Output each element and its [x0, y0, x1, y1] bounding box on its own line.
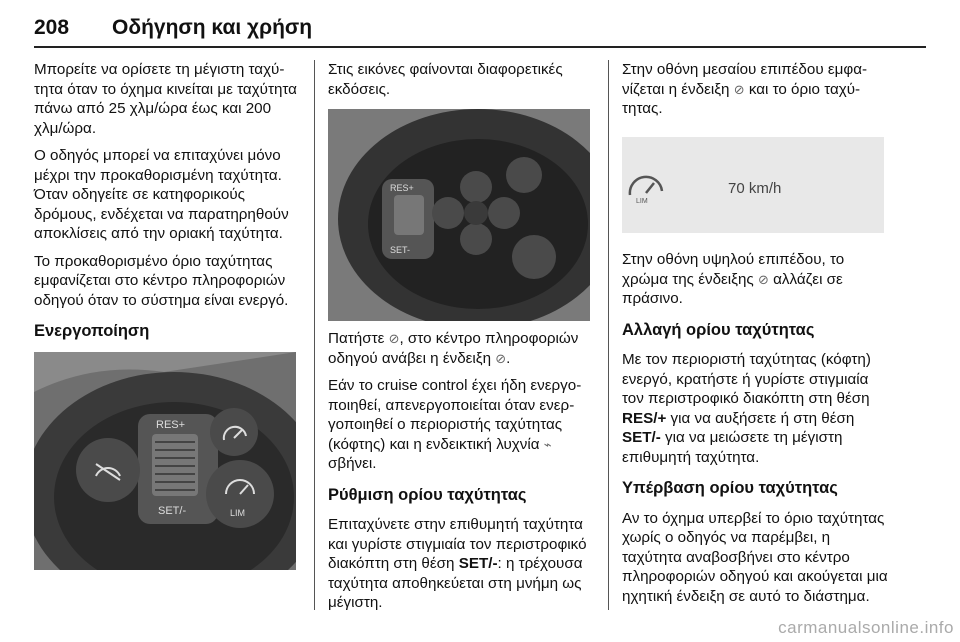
- paragraph: Αν το όχημα υπερβεί το όριο ταχύτητας χωρίς ο οδηγός να παρέμβει, η ταχύτητα αναβοσβήνει στο κέντρο πληροφοριών οδηγού και ακούγεται μια ηχητική ένδειξη σε αυτό το διάστημα.: [622, 509, 888, 605]
- speed-limiter-icon: ⊘: [733, 81, 745, 97]
- column-divider: [314, 60, 315, 610]
- set-label: SET-: [390, 245, 411, 255]
- section-heading: Ρύθμιση ορίου ταχύτητας: [328, 485, 527, 504]
- res-label: RES+: [390, 183, 414, 193]
- paragraph: Στις εικόνες φαίνονται διαφορετικές εκδόσεις.: [328, 61, 563, 98]
- paragraph: Ο οδηγός μπορεί να επιταχύνει μόνο μέχρι την προκαθορισμένη ταχύτητα. Όταν οδηγείτε σε κατηφορικούς δρόμους, ενδέχεται να παρατηρηθούν αποκλίσεις από την οριακή ταχύτητα.: [34, 147, 289, 242]
- lim-label: LIM: [636, 197, 648, 205]
- steering-wheel-controls-illustration: [34, 352, 296, 570]
- speed-value: 70 km/h: [728, 179, 782, 197]
- watermark: carmanualsonline.info: [778, 618, 954, 637]
- paragraph: Επιταχύνετε στην επιθυμητή ταχύτητα και γυρίστε στιγμιαία τον περιστροφικό διακόπτη στη θέση SET/-: η τρέχουσα ταχύτητα αποθηκεύεται στη μνήμη ως μέγιστη.: [328, 516, 587, 611]
- section-heading: Ενεργοποίηση: [34, 322, 150, 340]
- paragraph: Στην οθόνη υψηλού επιπέδου, το χρώμα της ένδειξης ⊘ αλλάζει σε πράσινο.: [622, 251, 845, 307]
- column-divider: [608, 60, 609, 610]
- paragraph: Στην οθόνη μεσαίου επιπέδου εμφανίζεται η ένδειξη ⊘ και το όριο ταχύτητας.: [622, 61, 868, 117]
- lim-label: LIM: [230, 507, 246, 518]
- paragraph: Με τον περιοριστή ταχύτητας (κόφτη) ενεργό, κρατήστε ή γυρίστε στιγμιαία τον περιστροφικό διακόπτη στη θέση RES/+ για να αυξήσετε ή στη θέση SET/- για να μειώσετε τη μέγιστη επιθυμητή ταχύτητα.: [622, 351, 871, 466]
- page-number: 208: [34, 16, 70, 39]
- section-heading: Αλλαγή ορίου ταχύτητας: [622, 320, 815, 339]
- page-title: Οδήγηση και χρήση: [112, 16, 313, 39]
- paragraph: Το προκαθορισμένο όριο ταχύτητας εμφανίζεται στο κέντρο πληροφοριών οδηγού όταν το σύστημα είναι ενεργό.: [34, 252, 289, 309]
- speed-limiter-icon: ⊘: [757, 271, 769, 287]
- column-2: [328, 60, 596, 621]
- paragraph: Μπορείτε να ορίσετε τη μέγιστη ταχύτητα όταν το όχημα κινείται με ταχύτητα πάνω από 25 χλμ/ώρα έως και 200 χλμ/ώρα.: [34, 61, 297, 137]
- column-1: [34, 60, 302, 578]
- speed-limiter-icon: ⊘: [388, 331, 400, 346]
- paragraph: Πατήστε ⊘, στο κέντρο πληροφοριών οδηγού ανάβει η ένδειξη ⊘.: [328, 330, 579, 367]
- set-label: SET/-: [158, 504, 187, 517]
- res-label: RES+: [156, 418, 186, 431]
- column-3: [622, 60, 892, 614]
- speed-limiter-icon: ⊘: [495, 350, 507, 366]
- driver-info-display: [622, 137, 884, 233]
- page-header: [34, 14, 926, 48]
- cruise-control-icon: ⌁: [543, 436, 552, 452]
- steering-wheel-controls-illustration-alt: [328, 109, 590, 321]
- section-heading: Υπέρβαση ορίου ταχύτητας: [622, 479, 838, 497]
- paragraph: Εάν το cruise control έχει ήδη ενεργοποιηθεί, απενεργοποιείται όταν ενεργοποιηθεί ο περιοριστής ταχύτητας (κόφτης) και η ενδεικτική λυχνία ⌁ σβήνει.: [328, 377, 582, 472]
